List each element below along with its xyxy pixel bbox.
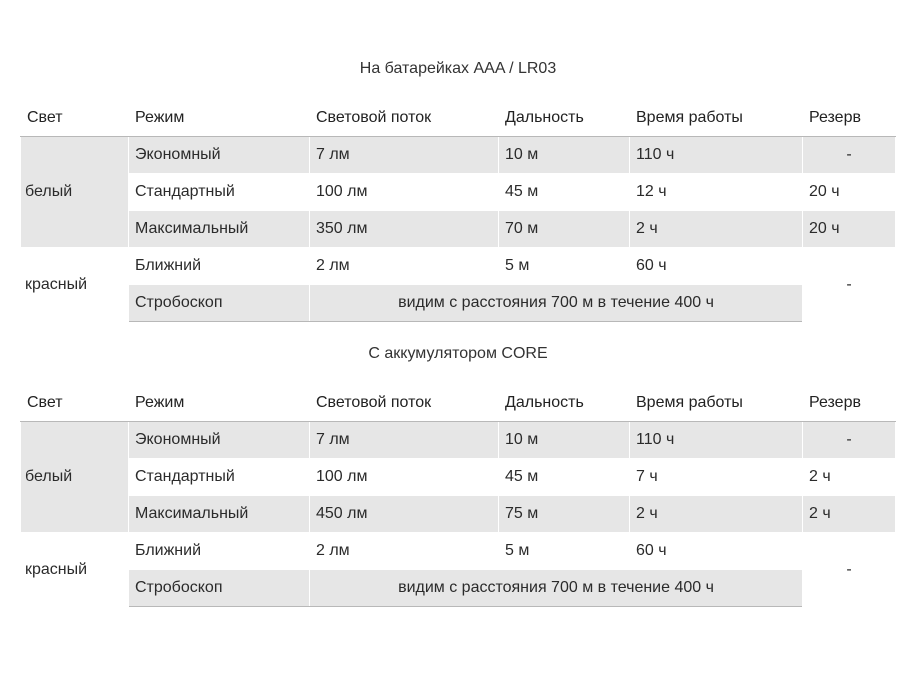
header-light: Свет [21, 100, 129, 137]
mode-cell: Стробоскоп [129, 285, 310, 322]
mode-cell: Стробоскоп [129, 570, 310, 607]
strobe-note-cell: видим с расстояния 700 м в течение 400 ч [310, 570, 803, 607]
header-mode: Режим [129, 385, 310, 422]
table-row [21, 533, 896, 570]
light-white-cell: белый [21, 422, 129, 533]
table-caption: С аккумулятором CORE [368, 345, 548, 362]
mode-cell: Ближний [129, 533, 310, 570]
reserve-cell: 20 ч [803, 174, 896, 211]
table-row [21, 285, 896, 322]
strobe-note-cell: видим с расстояния 700 м в течение 400 ч [310, 285, 803, 322]
spec-table [20, 384, 896, 607]
range-cell: 45 м [499, 174, 630, 211]
header-runtime: Время работы [630, 385, 803, 422]
table-caption: На батарейках AAA / LR03 [359, 60, 557, 77]
table-row [21, 137, 896, 174]
header-range: Дальность [499, 385, 630, 422]
header-reserve: Резерв [803, 385, 896, 422]
header-mode: Режим [129, 100, 310, 137]
range-cell: 70 м [499, 211, 630, 248]
flux-cell: 7 лм [310, 422, 499, 459]
range-cell: 10 м [499, 422, 630, 459]
range-cell: 45 м [499, 459, 630, 496]
header-flux: Световой поток [310, 385, 499, 422]
table-row [21, 211, 896, 248]
runtime-cell: 60 ч [630, 248, 803, 285]
table-row [21, 174, 896, 211]
runtime-cell: 110 ч [630, 422, 803, 459]
flux-cell: 2 лм [310, 533, 499, 570]
runtime-cell: 60 ч [630, 533, 803, 570]
reserve-cell: 20 ч [803, 211, 896, 248]
table-header-row [21, 385, 896, 422]
table-header-row [21, 100, 896, 137]
runtime-cell: 12 ч [630, 174, 803, 211]
range-cell: 75 м [499, 496, 630, 533]
range-cell: 5 м [499, 248, 630, 285]
mode-cell: Стандартный [129, 459, 310, 496]
spec-table [20, 99, 896, 322]
mode-cell: Экономный [129, 137, 310, 174]
header-flux: Световой поток [310, 100, 499, 137]
header-light: Свет [21, 385, 129, 422]
table-row [21, 459, 896, 496]
mode-cell: Стандартный [129, 174, 310, 211]
flux-cell: 100 лм [310, 459, 499, 496]
flux-cell: 7 лм [310, 137, 499, 174]
runtime-cell: 2 ч [630, 211, 803, 248]
table-row [21, 570, 896, 607]
mode-cell: Ближний [129, 248, 310, 285]
header-range: Дальность [499, 100, 630, 137]
table-row [21, 496, 896, 533]
flux-cell: 2 лм [310, 248, 499, 285]
flux-cell: 100 лм [310, 174, 499, 211]
runtime-cell: 7 ч [630, 459, 803, 496]
runtime-cell: 110 ч [630, 137, 803, 174]
reserve-cell: 2 ч [803, 459, 896, 496]
reserve-cell: - [803, 137, 896, 174]
table-row [21, 422, 896, 459]
mode-cell: Экономный [129, 422, 310, 459]
flux-cell: 350 лм [310, 211, 499, 248]
light-red-cell: красный [21, 533, 129, 607]
light-red-cell: красный [21, 248, 129, 322]
mode-cell: Максимальный [129, 211, 310, 248]
header-reserve: Резерв [803, 100, 896, 137]
light-white-cell: белый [21, 137, 129, 248]
runtime-cell: 2 ч [630, 496, 803, 533]
flux-cell: 450 лм [310, 496, 499, 533]
table-row [21, 248, 896, 285]
reserve-cell: - [803, 248, 896, 322]
mode-cell: Максимальный [129, 496, 310, 533]
range-cell: 5 м [499, 533, 630, 570]
header-runtime: Время работы [630, 100, 803, 137]
reserve-cell: - [803, 533, 896, 607]
reserve-cell: - [803, 422, 896, 459]
reserve-cell: 2 ч [803, 496, 896, 533]
range-cell: 10 м [499, 137, 630, 174]
